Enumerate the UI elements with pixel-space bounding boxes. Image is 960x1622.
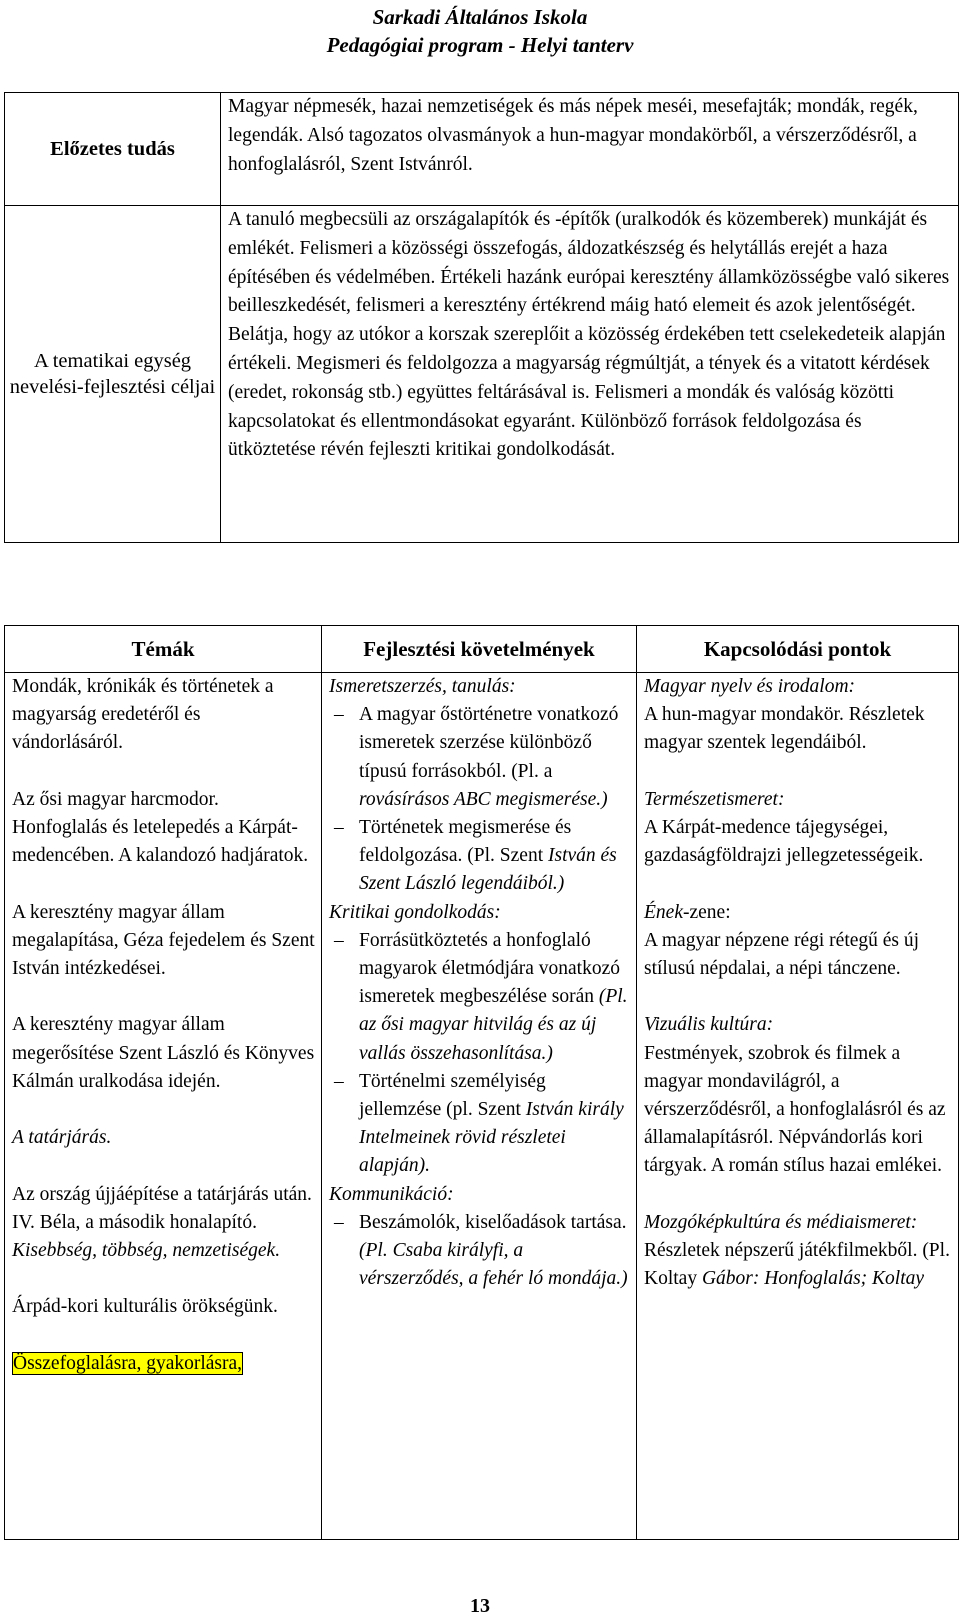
- col-header-connections: Kapcsolódási pontok: [637, 626, 959, 673]
- topic-item: A keresztény magyar állam megalapítása, Géza fejedelem és Szent István intézkedései.: [12, 901, 315, 979]
- link-text: Festmények, szobrok és filmek a magyar mondavilágról, a vérszerződésről, a honfoglalásról és az államalapításról. Népvándorlás kori tárgyak. A román stílus hazai emlékei.: [644, 1042, 946, 1177]
- req-group-title: Ismeretszerzés, tanulás:: [329, 676, 516, 697]
- link-text: A magyar népzene régi rétegű és új stílusú népdalai, a népi tánczene.: [644, 929, 920, 979]
- topic-item: Az ősi magyar harcmodor. Honfoglalás és letelepedés a Kárpát-medencében. A kalandozó hadjáratok.: [12, 788, 309, 867]
- list-item: – Beszámolók, kiselőadások tartása. (Pl. Csaba királyfi, a vérszerződés, a fehér ló mondája.): [329, 1209, 631, 1294]
- table-row: [5, 93, 959, 206]
- topic-item: Mondák, krónikák és történetek a magyarság eredetéről és vándorlásáról.: [12, 676, 274, 754]
- link-text: A Kárpát-medence tájegységei, gazdaságföldrajzi jellegzetességeik.: [644, 817, 924, 867]
- row-text-prior-knowledge: Magyar népmesék, hazai nemzetiségek és más népek meséi, mesefajták; mondák, regék, legendák. Alsó tagozatos olvasmányok a hun-magyar mondakörből, a vérszerződésről, a honfoglalásról, Szent Istvánról.: [221, 93, 959, 206]
- requirements-cell: [322, 673, 637, 1540]
- page-header: [0, 3, 960, 59]
- req-list: [329, 1209, 631, 1294]
- school-name: Sarkadi Általános Iskola: [372, 5, 588, 29]
- req-list: [329, 927, 631, 1181]
- topics-table: [4, 625, 959, 1540]
- link-title: Magyar nyelv és irodalom:: [644, 676, 856, 697]
- row-label-goals: A tematikai egység nevelési-fejlesztési céljai: [5, 206, 221, 543]
- table-row: [5, 673, 959, 1540]
- highlight-mark: Összefoglalásra, gyakorlásra,: [13, 1352, 243, 1374]
- row-label-prior-knowledge: Előzetes tudás: [5, 93, 221, 206]
- topic-item: Az ország újjáépítése a tatárjárás után. IV. Béla, a második honalapító.: [12, 1183, 312, 1233]
- link-text: Részletek népszerű játékfilmekből. (Pl. Koltay Gábor: Honfoglalás; Koltay: [644, 1240, 950, 1290]
- link-title: Mozgóképkultúra és médiaismeret:: [644, 1211, 918, 1233]
- link-title: Vizuális kultúra:: [644, 1014, 774, 1036]
- topic-item: Kisebbség, többség, nemzetiségek.: [12, 1239, 281, 1261]
- topic-item: A keresztény magyar állam megerősítése Szent László és Könyves Kálmán uralkodása idején.: [12, 1014, 315, 1092]
- document-title: Pedagógiai program - Helyi tanterv: [326, 33, 634, 57]
- topic-item: Árpád-kori kulturális örökségünk.: [12, 1296, 278, 1318]
- link-title: Ének-zene:: [644, 901, 731, 923]
- req-group-title: Kritikai gondolkodás:: [329, 901, 501, 923]
- list-item: – Történetek megismerése és feldolgozása. (Pl. Szent István és Szent László legendáiból.): [329, 814, 631, 899]
- goals-table: [4, 92, 959, 543]
- list-item: – A magyar őstörténetre vonatkozó ismeretek szerzése különböző típusú forrásokból. (Pl. a rovásírásos ABC megismerése.): [329, 701, 631, 814]
- topic-item-highlighted: [12, 1350, 316, 1378]
- topic-item: A tatárjárás.: [12, 1127, 112, 1149]
- row-text-goals: A tanuló megbecsüli az országalapítók és -építők (uralkodók és közemberek) munkáját és emlékét. Felismeri a közösségi összefogás, áldozatkészség és helytállás erejét a haza építésében és védelmében. Értékeli hazánk európai keresztény államközösségbe való sikeres beilleszkedését, felismeri a keresztény értékrend máig ható elemeit és azok jelentőségét. Belátja, hogy az utókor a korszak szereplőit a közösség érdekében tett cselekedeteik alapján értékeli. Megismeri és feldolgozza a magyarság régmúltját, a tények és a vitatott kérdések (eredet, rokonság stb.) együttes feltárásával is. Felismeri a mondák és valóság közötti kapcsolatokat és ellentmondásokat egyaránt. Különböző források feldolgozása és ütköztetése révén fejleszti kritikai gondolkodását.: [221, 206, 959, 543]
- list-item: – Történelmi személyiség jellemzése (pl. Szent István király Intelmeinek rövid részletei alapján).: [329, 1068, 631, 1181]
- page-number: 13: [470, 1595, 490, 1617]
- table-header-row: [5, 626, 959, 673]
- req-group-title: Kommunikáció:: [329, 1183, 454, 1205]
- connections-cell: [637, 673, 959, 1540]
- link-text: A hun-magyar mondakör. Részletek magyar szentek legendáiból.: [644, 704, 925, 754]
- col-header-topics: Témák: [5, 626, 322, 673]
- col-header-requirements: Fejlesztési követelmények: [322, 626, 637, 673]
- table-row: [5, 206, 959, 543]
- topics-cell: [5, 673, 322, 1540]
- req-list: [329, 701, 631, 898]
- list-item: – Forrásütköztetés a honfoglaló magyarok életmódjára vonatkozó ismeretek megbeszélése során (Pl. az ősi magyar hitvilág és az új vallás összehasonlítása.): [329, 927, 631, 1068]
- link-title: Természetismeret:: [644, 788, 785, 810]
